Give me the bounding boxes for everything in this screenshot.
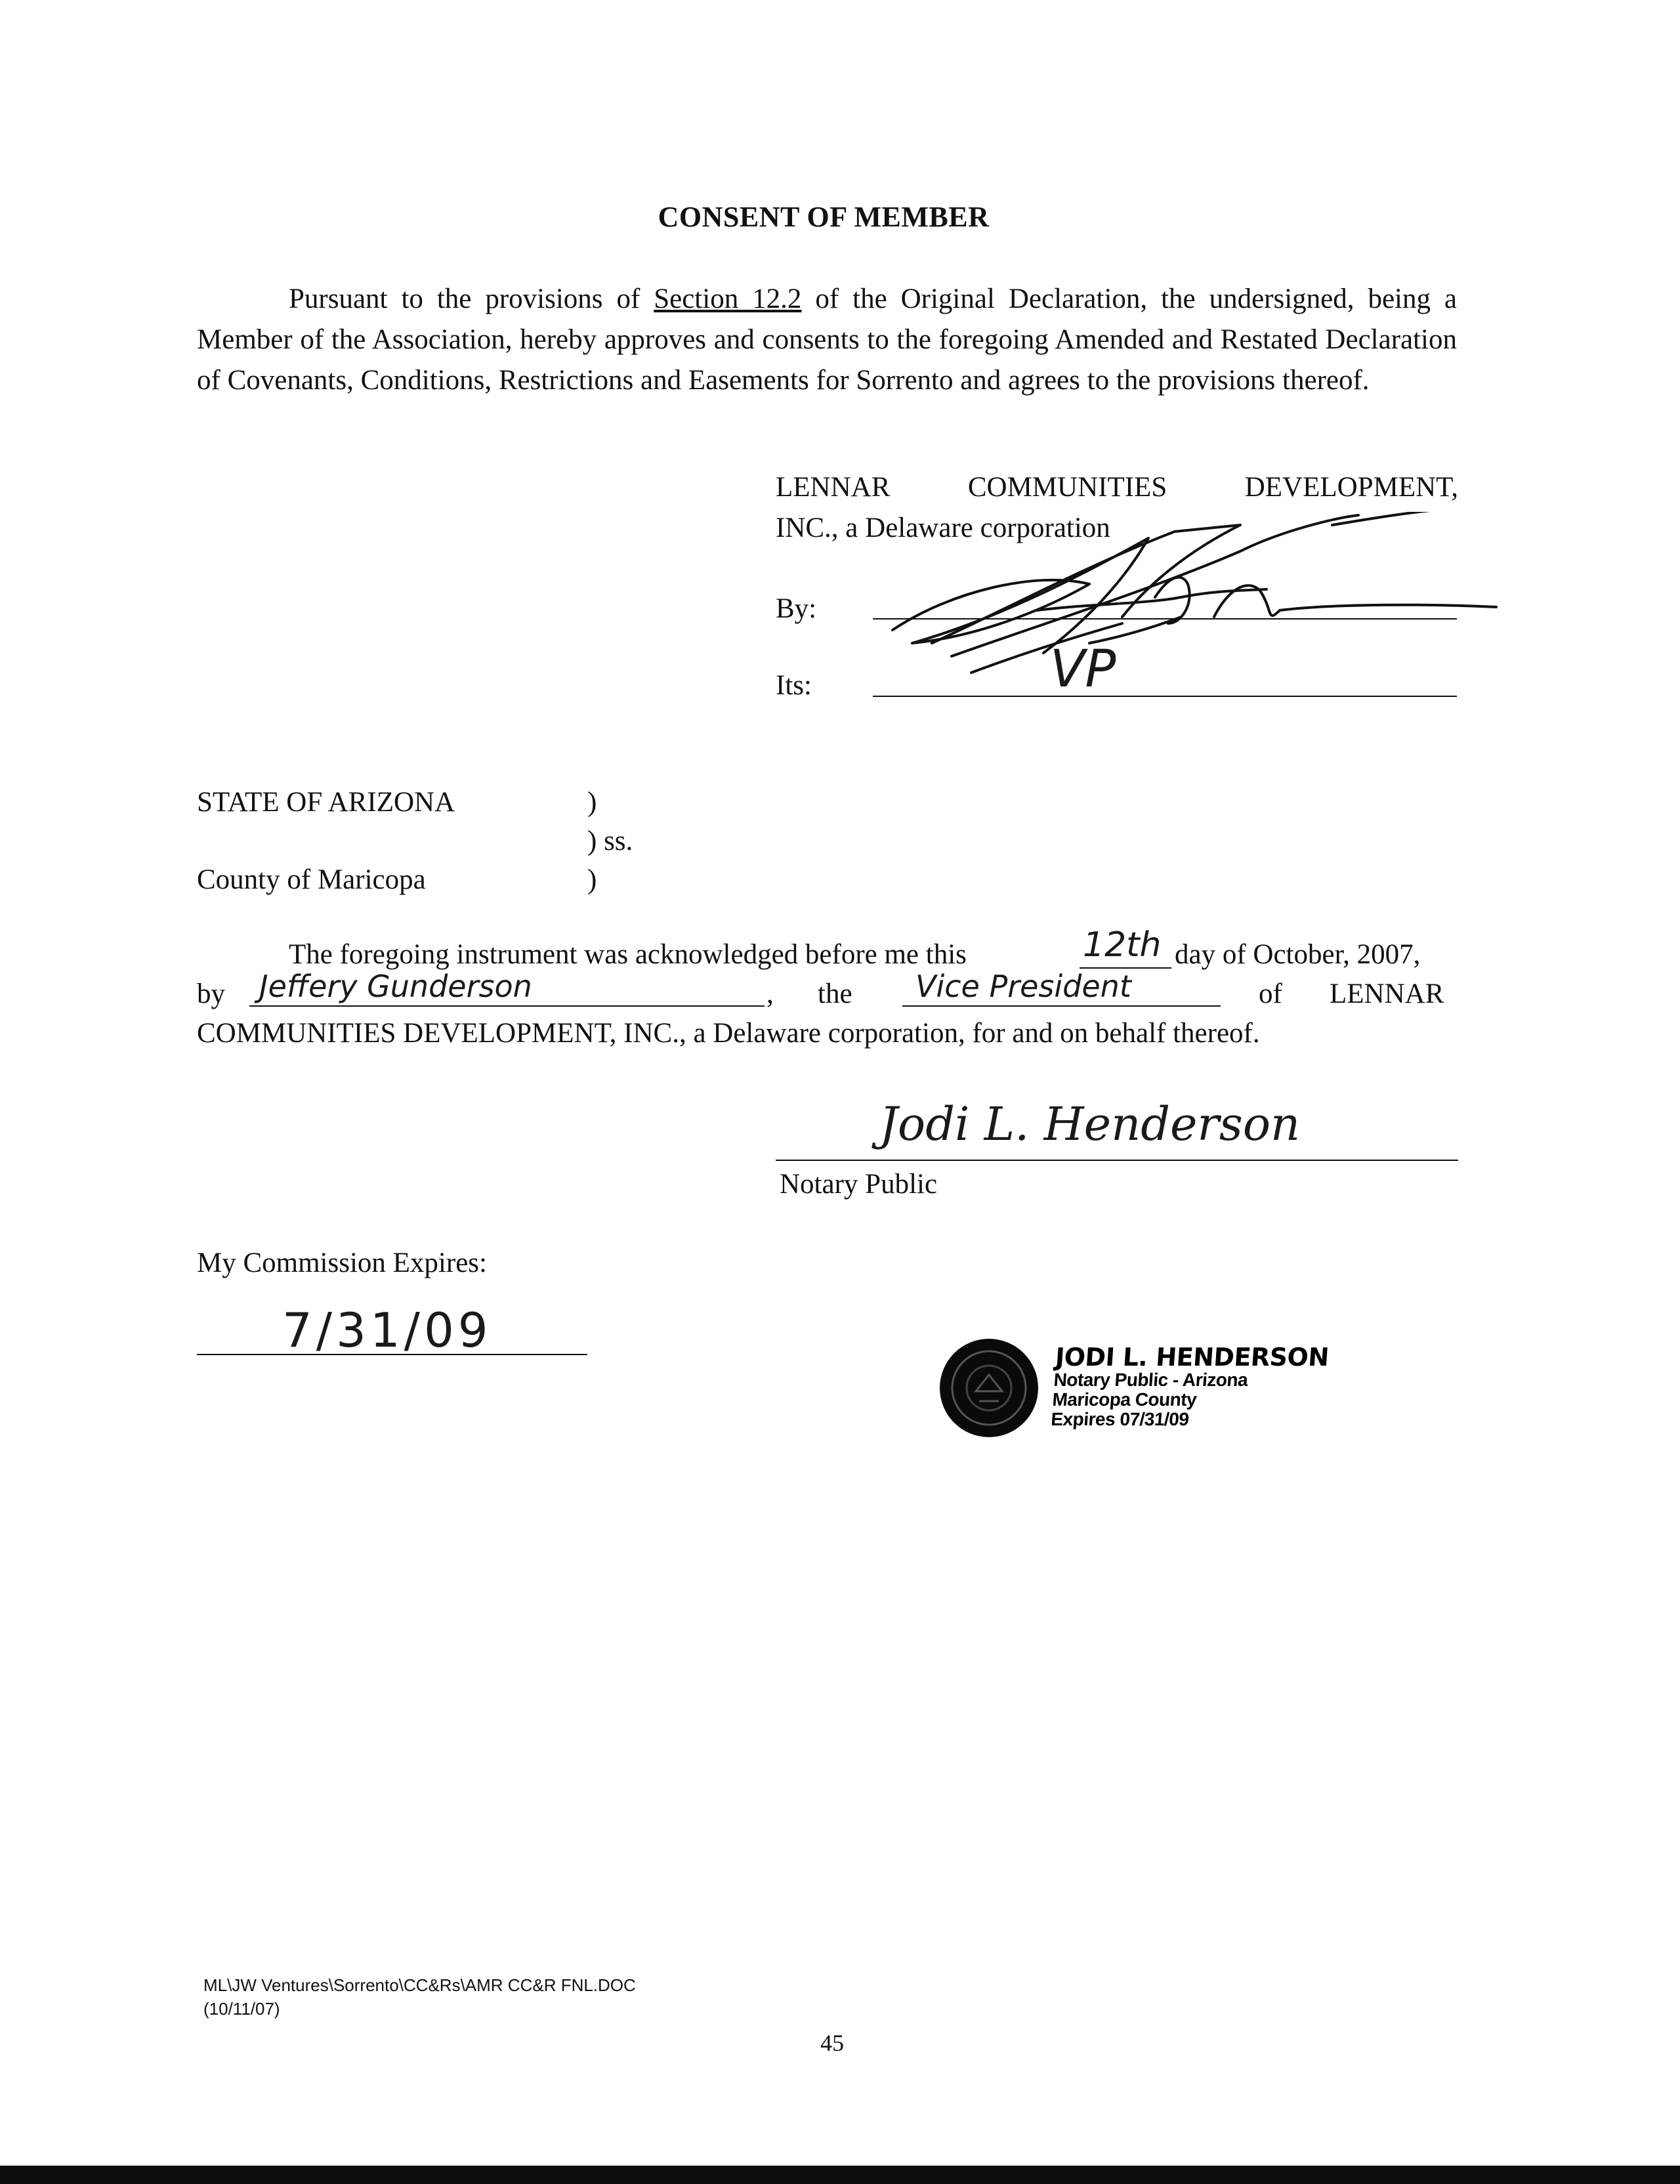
ack-name-handwritten: Jeffery Gunderson bbox=[259, 969, 532, 1004]
ack-comma: , bbox=[766, 978, 774, 1009]
stamp-line2: Notary Public - Arizona bbox=[1053, 1370, 1249, 1390]
ack-line3: COMMUNITIES DEVELOPMENT, INC., a Delaware corporation, for and on behalf thereof. bbox=[197, 1018, 1260, 1049]
stamp-name: JODI L. HENDERSON bbox=[1054, 1343, 1330, 1372]
company-type-line: INC., a Delaware corporation bbox=[776, 513, 1110, 543]
company-word-3: DEVELOPMENT, bbox=[1244, 472, 1458, 503]
ack-line1-before: The foregoing instrument was acknowledged before me this bbox=[289, 939, 967, 970]
intro-before: Pursuant to the provisions of bbox=[289, 284, 654, 314]
document-title: CONSENT OF MEMBER bbox=[658, 201, 990, 233]
notary-public-label: Notary Public bbox=[780, 1169, 938, 1200]
notary-signature-line bbox=[776, 1160, 1458, 1161]
county-label: County of Maricopa bbox=[197, 864, 426, 895]
ack-day-handwritten: 12th bbox=[1083, 925, 1162, 965]
section-reference: Section 12.2 bbox=[654, 284, 802, 314]
notary-signature-handwritten: Jodi L. Henderson bbox=[879, 1097, 1301, 1151]
venue-ss: ) ss. bbox=[587, 826, 633, 856]
company-word-1: LENNAR bbox=[776, 472, 891, 503]
vp-signature-scribble bbox=[873, 512, 1522, 682]
ack-lennar: LENNAR bbox=[1330, 978, 1444, 1009]
stamp-line3: Maricopa County bbox=[1051, 1389, 1198, 1410]
footer-date: (10/11/07) bbox=[203, 1999, 280, 2019]
venue-paren-top: ) bbox=[587, 787, 597, 818]
ack-title-handwritten: Vice President bbox=[915, 969, 1131, 1004]
notary-seal bbox=[940, 1339, 1038, 1437]
ack-title-line bbox=[902, 1005, 1221, 1007]
footer-file-path: ML\JW Ventures\Sorrento\CC&Rs\AMR CC&R FNL.DOC bbox=[203, 1975, 636, 1995]
ack-of-label: of bbox=[1259, 978, 1282, 1009]
commission-date-handwritten: 7/31/09 bbox=[282, 1303, 492, 1358]
its-handwritten-value: VP bbox=[1050, 640, 1116, 699]
notary-stamp-text bbox=[1050, 1344, 1330, 1429]
company-word-2: COMMUNITIES bbox=[967, 472, 1167, 503]
intro-after: of the Original Declaration, the undersigned, being a Member of the Association, hereby approves and consents to the foregoing Amended and Restated Declaration of Covenants, Conditions, Restrictions and Easements for Sorrento and agrees to the provisions thereof. bbox=[197, 284, 1458, 396]
scan-bottom-edge bbox=[0, 2166, 1680, 2184]
venue-paren-bottom: ) bbox=[587, 864, 597, 895]
stamp-line4: Expires 07/31/09 bbox=[1050, 1409, 1190, 1429]
by-label: By: bbox=[776, 593, 817, 624]
seal-emblem-icon bbox=[940, 1339, 1038, 1437]
company-name-line bbox=[776, 471, 1458, 503]
page-number: 45 bbox=[820, 2030, 844, 2056]
state-label: STATE OF ARIZONA bbox=[197, 787, 455, 818]
consent-paragraph bbox=[197, 279, 1457, 401]
ack-line1-after: day of October, 2007, bbox=[1175, 939, 1421, 970]
ack-the-label: the bbox=[818, 978, 852, 1009]
ack-by-label: by bbox=[197, 978, 225, 1009]
its-label: Its: bbox=[776, 670, 812, 701]
its-signature-line bbox=[873, 696, 1457, 697]
ack-name-line bbox=[249, 1005, 765, 1007]
commission-label: My Commission Expires: bbox=[197, 1248, 487, 1278]
